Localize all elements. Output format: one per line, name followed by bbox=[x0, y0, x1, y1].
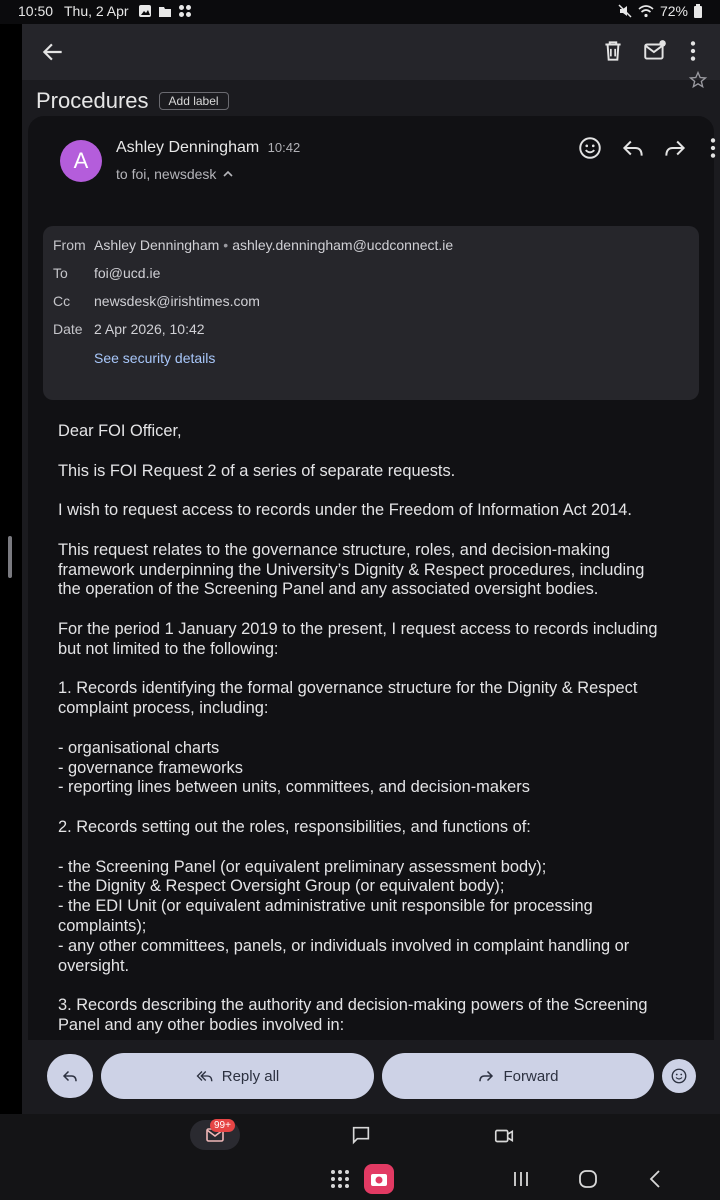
sender-line bbox=[116, 139, 300, 157]
avatar[interactable]: A bbox=[60, 140, 102, 182]
add-label-button[interactable]: Add label bbox=[159, 92, 229, 110]
status-date: Thu, 2 Apr bbox=[64, 3, 129, 19]
mark-unread-icon[interactable] bbox=[642, 38, 668, 64]
message-card bbox=[28, 116, 714, 1114]
status-bar bbox=[0, 0, 720, 24]
email-subject: Procedures bbox=[36, 88, 149, 113]
more-vert-icon[interactable] bbox=[680, 38, 706, 64]
recipients-toggle[interactable] bbox=[116, 166, 234, 182]
emoji-icon bbox=[670, 1067, 688, 1085]
message-time: 10:42 bbox=[267, 140, 301, 155]
reply-all-button[interactable] bbox=[101, 1053, 374, 1099]
top-app-bar bbox=[22, 24, 720, 80]
body-paragraph: 1. Records identifying the formal governance structure for the Dignity & Respect complaint process, including: bbox=[58, 679, 638, 718]
body-paragraph: 3. Records describing the authority and decision-making powers of the Screening Panel and any other bodies involved in: bbox=[58, 996, 648, 1034]
side-panel-handle[interactable] bbox=[8, 536, 12, 578]
details-to-row bbox=[53, 265, 160, 281]
gmail-app bbox=[22, 24, 720, 1114]
apps-drawer-icon[interactable] bbox=[330, 1169, 350, 1189]
battery-percent: 72% bbox=[659, 3, 688, 19]
meet-icon[interactable] bbox=[493, 1125, 515, 1147]
from-email[interactable]: ashley.denningham@ucdconnect.ie bbox=[232, 237, 454, 253]
camera-icon bbox=[370, 1171, 388, 1187]
body-paragraph: - organisational charts - governance frameworks - reporting lines between units, committees, and decision-makers bbox=[58, 738, 530, 797]
recipients-summary: to foi, newsdesk bbox=[116, 166, 217, 182]
chat-icon[interactable] bbox=[350, 1124, 372, 1146]
wifi-icon bbox=[638, 4, 654, 18]
forward-label: Forward bbox=[503, 1067, 559, 1085]
recents-icon[interactable] bbox=[512, 1170, 530, 1188]
body-paragraph: This request relates to the governance structure, roles, and decision-making framework underpinning the University’s Dignity & Respect procedures, including the operation of the Screening Panel and any associated oversight bodies. bbox=[58, 540, 645, 599]
cc-key: Cc bbox=[53, 293, 71, 309]
reply-icon[interactable] bbox=[620, 135, 646, 161]
status-time: 10:50 bbox=[18, 3, 54, 19]
reply-all-label: Reply all bbox=[221, 1067, 280, 1085]
body-paragraph: For the period 1 January 2019 to the present, I request access to records including but not limited to the following: bbox=[58, 619, 658, 658]
home-icon[interactable] bbox=[578, 1169, 598, 1189]
body-paragraph: 2. Records setting out the roles, responsibilities, and functions of: bbox=[58, 817, 531, 836]
star-icon[interactable] bbox=[688, 70, 708, 90]
subject-row bbox=[36, 82, 229, 120]
from-key: From bbox=[53, 237, 86, 253]
forward-icon[interactable] bbox=[662, 135, 688, 161]
chevron-up-icon bbox=[222, 168, 234, 180]
date-value: 2 Apr 2026, 10:42 bbox=[94, 321, 205, 337]
reply-icon bbox=[61, 1067, 79, 1085]
to-value[interactable]: foi@ucd.ie bbox=[94, 265, 161, 281]
status-right bbox=[618, 3, 702, 19]
emoji-reaction-button[interactable] bbox=[662, 1059, 696, 1093]
body-paragraph: This is FOI Request 2 of a series of separate requests. bbox=[58, 461, 456, 480]
forward-icon bbox=[477, 1067, 495, 1085]
details-from-row: From Ashley Denningham • ashley.denningham@ucdconnect.ie bbox=[53, 237, 454, 253]
message-more-icon[interactable] bbox=[700, 135, 720, 161]
delete-icon[interactable] bbox=[600, 38, 626, 64]
camera-app-icon[interactable] bbox=[364, 1164, 394, 1194]
details-date-row bbox=[53, 321, 205, 337]
nav-back-icon[interactable] bbox=[646, 1169, 666, 1189]
forward-button[interactable] bbox=[382, 1053, 654, 1099]
reply-action-bar bbox=[22, 1040, 720, 1114]
mail-badge: 99+ bbox=[210, 1119, 235, 1132]
mute-icon bbox=[618, 4, 632, 18]
apps-grid-icon bbox=[178, 4, 192, 18]
gallery-icon bbox=[138, 4, 152, 18]
body-paragraph: Dear FOI Officer, bbox=[58, 422, 182, 440]
from-name: Ashley Denningham bbox=[94, 237, 220, 253]
cc-value[interactable]: newsdesk@irishtimes.com bbox=[94, 293, 260, 309]
reply-all-icon bbox=[196, 1067, 214, 1085]
details-cc-row bbox=[53, 293, 260, 309]
notification-icons bbox=[138, 4, 192, 18]
battery-icon bbox=[694, 4, 702, 18]
back-arrow-icon[interactable] bbox=[40, 39, 66, 65]
security-details-link[interactable]: See security details bbox=[94, 350, 216, 366]
body-paragraph: - the Screening Panel (or equivalent preliminary assessment body); - the Dignity & Respect Oversight Group (or equivalent body); - the EDI Unit (or equivalent administrative unit responsible for processing complaints); - any other committees, panels, or individuals involved in complaint handling or oversight. bbox=[58, 857, 630, 975]
date-key: Date bbox=[53, 321, 83, 337]
reply-button[interactable] bbox=[47, 1054, 93, 1098]
sender-name: Ashley Denningham bbox=[116, 139, 260, 156]
message-details bbox=[43, 226, 699, 400]
body-paragraph: I wish to request access to records under the Freedom of Information Act 2014. bbox=[58, 501, 632, 520]
to-key: To bbox=[53, 265, 68, 281]
message-body bbox=[58, 422, 698, 1056]
emoji-react-icon[interactable] bbox=[577, 135, 603, 161]
folder-icon bbox=[158, 4, 172, 18]
taskbar bbox=[0, 1114, 720, 1200]
